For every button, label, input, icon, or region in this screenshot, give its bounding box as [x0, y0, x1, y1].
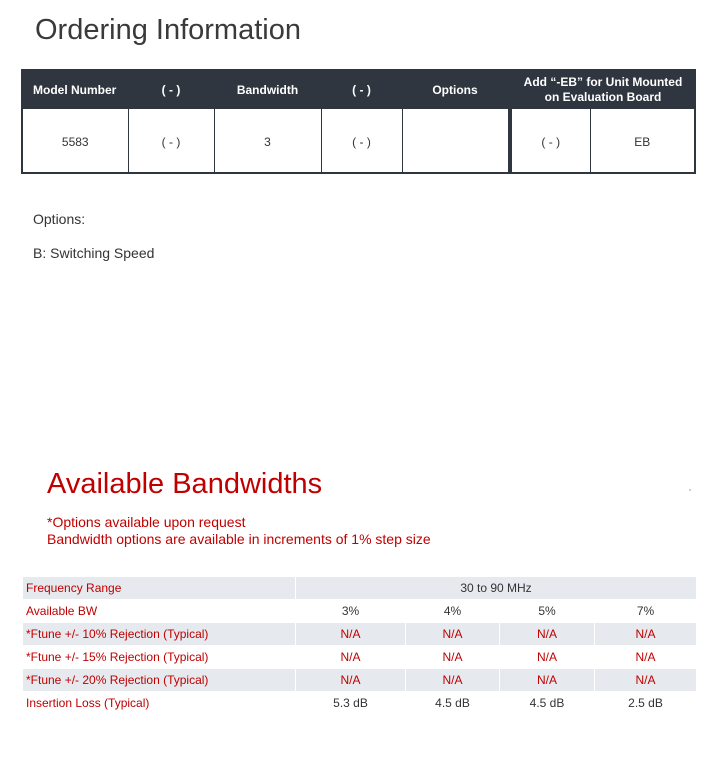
table-row [23, 577, 696, 600]
row-label: *Ftune +/- 10% Rejection (Typical) [23, 623, 295, 646]
option-item: B: Switching Speed [33, 245, 155, 261]
cell-value: N/A [500, 623, 594, 646]
cell-eb: EB [590, 109, 694, 174]
header-options: Options [402, 71, 508, 109]
row-label: *Ftune +/- 15% Rejection (Typical) [23, 646, 295, 669]
bandwidths-note-step: Bandwidth options are available in increments of 1% step size [47, 531, 431, 547]
header-bandwidth: Bandwidth [214, 71, 321, 109]
cell-value: N/A [595, 669, 696, 692]
cell-separator-1: ( - ) [128, 109, 214, 174]
freq-value: 30 to 90 MHz [296, 577, 696, 600]
cell-value: N/A [500, 646, 594, 669]
header-separator-2: ( - ) [321, 71, 402, 109]
cell-value: N/A [595, 646, 696, 669]
bandwidths-note-request: *Options available upon request [47, 514, 246, 530]
cell-value: 4.5 dB [406, 692, 499, 715]
row-label: *Ftune +/- 20% Rejection (Typical) [23, 669, 295, 692]
cell-value: 2.5 dB [595, 692, 696, 715]
table-row [23, 669, 696, 692]
row-label: Insertion Loss (Typical) [23, 692, 295, 715]
bandwidths-table [22, 577, 697, 715]
cell-value: N/A [296, 669, 405, 692]
table-row [23, 623, 696, 646]
ordering-eb-group [510, 69, 696, 174]
table-row [23, 600, 696, 623]
cell-value: 4% [406, 600, 499, 623]
cell-value: 3% [296, 600, 405, 623]
cell-eb-separator: ( - ) [541, 134, 561, 149]
cell-separator-2: ( - ) [321, 109, 402, 174]
table-row [23, 692, 696, 715]
cell-value: N/A [406, 623, 499, 646]
options-title: Options: [33, 211, 86, 227]
header-separator-1: ( - ) [128, 71, 214, 109]
cell-value: 4.5 dB [500, 692, 594, 715]
cell-bandwidth: 3 [214, 109, 321, 174]
cell-value: N/A [296, 623, 405, 646]
cell-value: 5.3 dB [296, 692, 405, 715]
table-row [23, 646, 696, 669]
cell-value: N/A [500, 669, 594, 692]
cell-value: 7% [595, 600, 696, 623]
row-label: Frequency Range [23, 577, 295, 600]
cell-value: N/A [595, 623, 696, 646]
bandwidths-title: Available Bandwidths [47, 468, 323, 500]
row-label: Available BW [23, 600, 295, 623]
cell-value: N/A [406, 646, 499, 669]
cell-options [402, 109, 508, 174]
header-eb: Add “-EB” for Unit Mounted on Evaluation Board [512, 71, 694, 109]
cell-value: N/A [296, 646, 405, 669]
ordering-title: Ordering Information [35, 14, 301, 46]
header-model-number: Model Number [23, 71, 128, 109]
cell-value: 5% [500, 600, 594, 623]
decorative-dot [689, 489, 691, 491]
ordering-main-group [21, 69, 510, 174]
cell-value: N/A [406, 669, 499, 692]
cell-model-number: 5583 [61, 134, 89, 149]
